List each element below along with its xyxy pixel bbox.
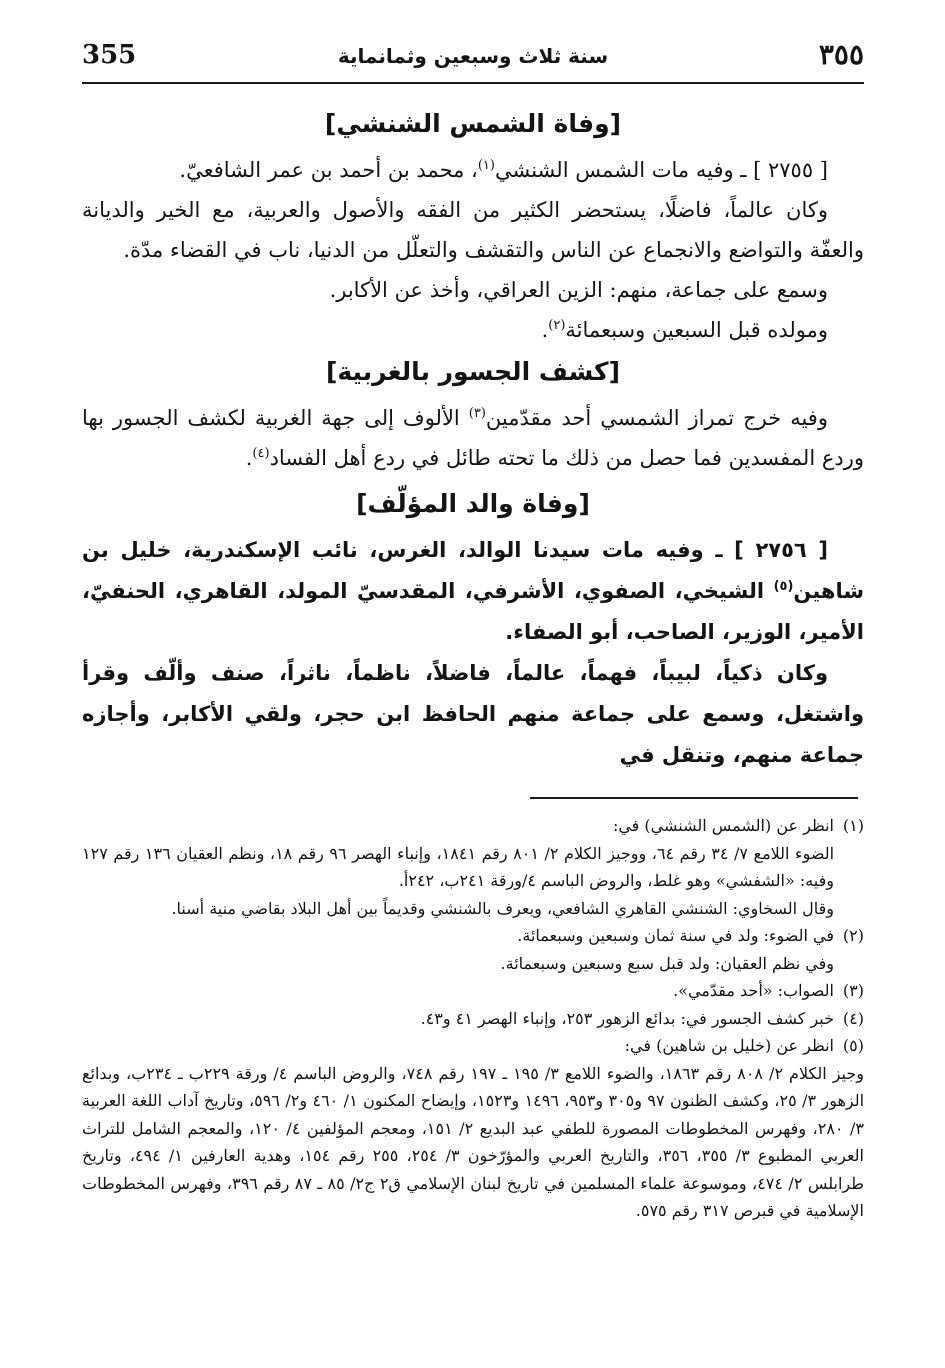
footnote-number: (١) — [842, 816, 864, 835]
footnote-line: الصواب: «أحد مقدّمي». — [673, 981, 834, 1000]
footnote-number: (٥) — [842, 1036, 864, 1055]
footnote-separator — [530, 797, 858, 799]
entry-text: [ ٢٧٥٦ ] ـ وفيه مات سيدنا الوالد، الغرس، نائب الإسكندرية، خليل بن شاهين — [82, 538, 864, 603]
entry-text: [ ٢٧٥٥ ] ـ وفيه مات الشمس الشنشي — [494, 158, 828, 182]
footnote-ref-2[interactable]: (٢) — [548, 318, 566, 333]
footnote-1 — [82, 812, 864, 922]
paragraph-end: . — [245, 446, 253, 470]
entry-2755 — [82, 150, 864, 190]
footnote-5 — [82, 1032, 864, 1225]
paragraph — [82, 398, 864, 478]
running-title: سنة ثلاث وسبعين وثمانماية — [337, 44, 609, 68]
main-text — [82, 104, 864, 776]
paragraph-text: الألوف إلى جهة الغربية لكشف الجسور بها وردع المفسدين فما حصل من ذلك ما تحته طائل في ردع أهل الفساد — [82, 406, 864, 470]
paragraph: وكان ذكياً، لبيباً، فهماً، عالماً، فاضلاً، ناظماً، ناثراً، صنف وألّف وقرأ واشتغل، وسمع على جماعة منهم الحافظ ابن حجر، ولقي الأكابر، وأجازه جماعة منهم، وتنقل في — [82, 661, 864, 767]
footnote-line: خبر كشف الجسور في: بدائع الزهور ٢٥٣، وإنباء الهصر ٤١ و٤٣. — [420, 1008, 834, 1028]
footnote-number: (٢) — [842, 926, 864, 945]
footnote-line: انظر عن (الشمس الشنشي) في: — [612, 816, 834, 835]
footnote-2 — [82, 922, 864, 977]
section-title-bridges: [كشف الجسور بالغربية] — [325, 357, 621, 386]
footnote-number: (٣) — [842, 981, 864, 1000]
page-number-latin: 355 — [82, 40, 137, 70]
footnote-4 — [82, 1005, 864, 1033]
page-header — [82, 38, 864, 84]
section-title-author-father: [وفاة والد المؤلّف] — [356, 489, 590, 518]
entry-2756 — [82, 530, 864, 653]
paragraph — [82, 310, 864, 350]
paragraph-end: . — [541, 318, 549, 342]
footnote-number: (٤) — [842, 1008, 864, 1028]
footnote-line: الضوء اللامع ٧/ ٣٤ رقم ٦٤، ووجيز الكلام ٢/ ٨٠١ رقم ١٨٤١، وإنباء الهصر ٩٦ رقم ١٨، ونظم العقيان ١٣٦ رقم ١٢٧ وفيه: «الشفشي» وهو غلط، والروض الباسم ٤/ورقة ٢٤١ب، ٢٤٢أ. — [82, 843, 835, 890]
section-title-shams-shanshi: [وفاة الشمس الشنشي] — [324, 109, 622, 138]
page-number-arabic: ٣٥٥ — [818, 38, 864, 71]
footnote-line: انظر عن (خليل بن شاهين) في: — [624, 1036, 834, 1055]
paragraph: وكان عالماً، فاضلًا، يستحضر الكثير من الفقه والأصول والعربية، مع الخير والديانة والعفّة والتواضع والانجماع عن الناس والتقشف والتعلّل من الدنيا، ناب في القضاء مدّة. — [82, 198, 864, 262]
footnote-line: وجيز الكلام ٢/ ٨٠٨ رقم ١٨٦٣، والضوء اللامع ٣/ ١٩٥ ـ ١٩٧ رقم ٧٤٨، والروض الباسم ٤/ ورقة ٢٢٩ب ـ ٢٣٤ب، وبدائع الزهور ٣/ ٢٥، وكشف الظنون ٩٧ و٣٠٥ و٩٥٣، ١٤٩٦ و١٥٢٣، وإيضاح المكنون ١/ ٤٦٠ و٢/ ٥٩٦، وتاريخ آداب اللغة العربية ٣/ ٢٨٠، وفهرس المخطوطات المصورة للطفي عبد البديع ٢/ ١٥١، ومعجم المؤلفين ٤/ ١٢٠، والمعجم الشامل للتراث العربي المطبوع ٣/ ٣٥٥، ٣٥٦، والتاريخ العربي والمؤرّخون ٣/ ٢٥٤، ٢٥٥ رقم ١٥٤، وهدية العارفين ١/ ٤٩٤، وتاريخ طرابلس ٢/ ٤٧٤، وموسوعة علماء المسلمين في تاريخ لبنان الإسلامي ق٢ ج٢/ ٨٥ ـ ٨٧ رقم ٣٩٦، وفهرس المخطوطات الإسلامية في قبرص ٣١٧ رقم ٥٧٥. — [82, 1063, 865, 1220]
footnote-3 — [82, 977, 864, 1005]
entry-text-rest: ، محمد بن أحمد بن عمر الشافعيّ. — [179, 158, 478, 182]
footnote-ref-5[interactable]: (٥) — [773, 579, 794, 594]
footnote-ref-3[interactable]: (٣) — [468, 406, 486, 421]
footnote-ref-1[interactable]: (١) — [477, 158, 495, 173]
entry-text-rest: الشيخي، الصفوي، الأشرفي، المقدسيّ المولد، القاهري، الحنفيّ، الأمير، الوزير، الصاحب، أبو الصفاء. — [82, 579, 864, 644]
paragraph-text: ومولده قبل السبعين وسبعمائة — [565, 318, 828, 342]
footnote-line: في الضوء: ولد في سنة ثمان وسبعين وسبعمائة. — [517, 926, 834, 945]
footnote-line: وفي نظم العقيان: ولد قبل سبع وسبعين وسبعمائة. — [500, 953, 834, 973]
paragraph-text: وفيه خرج تمراز الشمسي أحد مقدّمين — [485, 406, 828, 430]
paragraph: وسمع على جماعة، منهم: الزين العراقي، وأخذ عن الأكابر. — [329, 278, 828, 302]
footnote-line: وقال السخاوي: الشنشي القاهري الشافعي، ويعرف بالشنشي وقديماً بين أهل البلاد بقاضي منية أسنا. — [171, 898, 834, 918]
footnotes — [82, 812, 864, 1225]
footnote-ref-4[interactable]: (٤) — [252, 446, 270, 461]
